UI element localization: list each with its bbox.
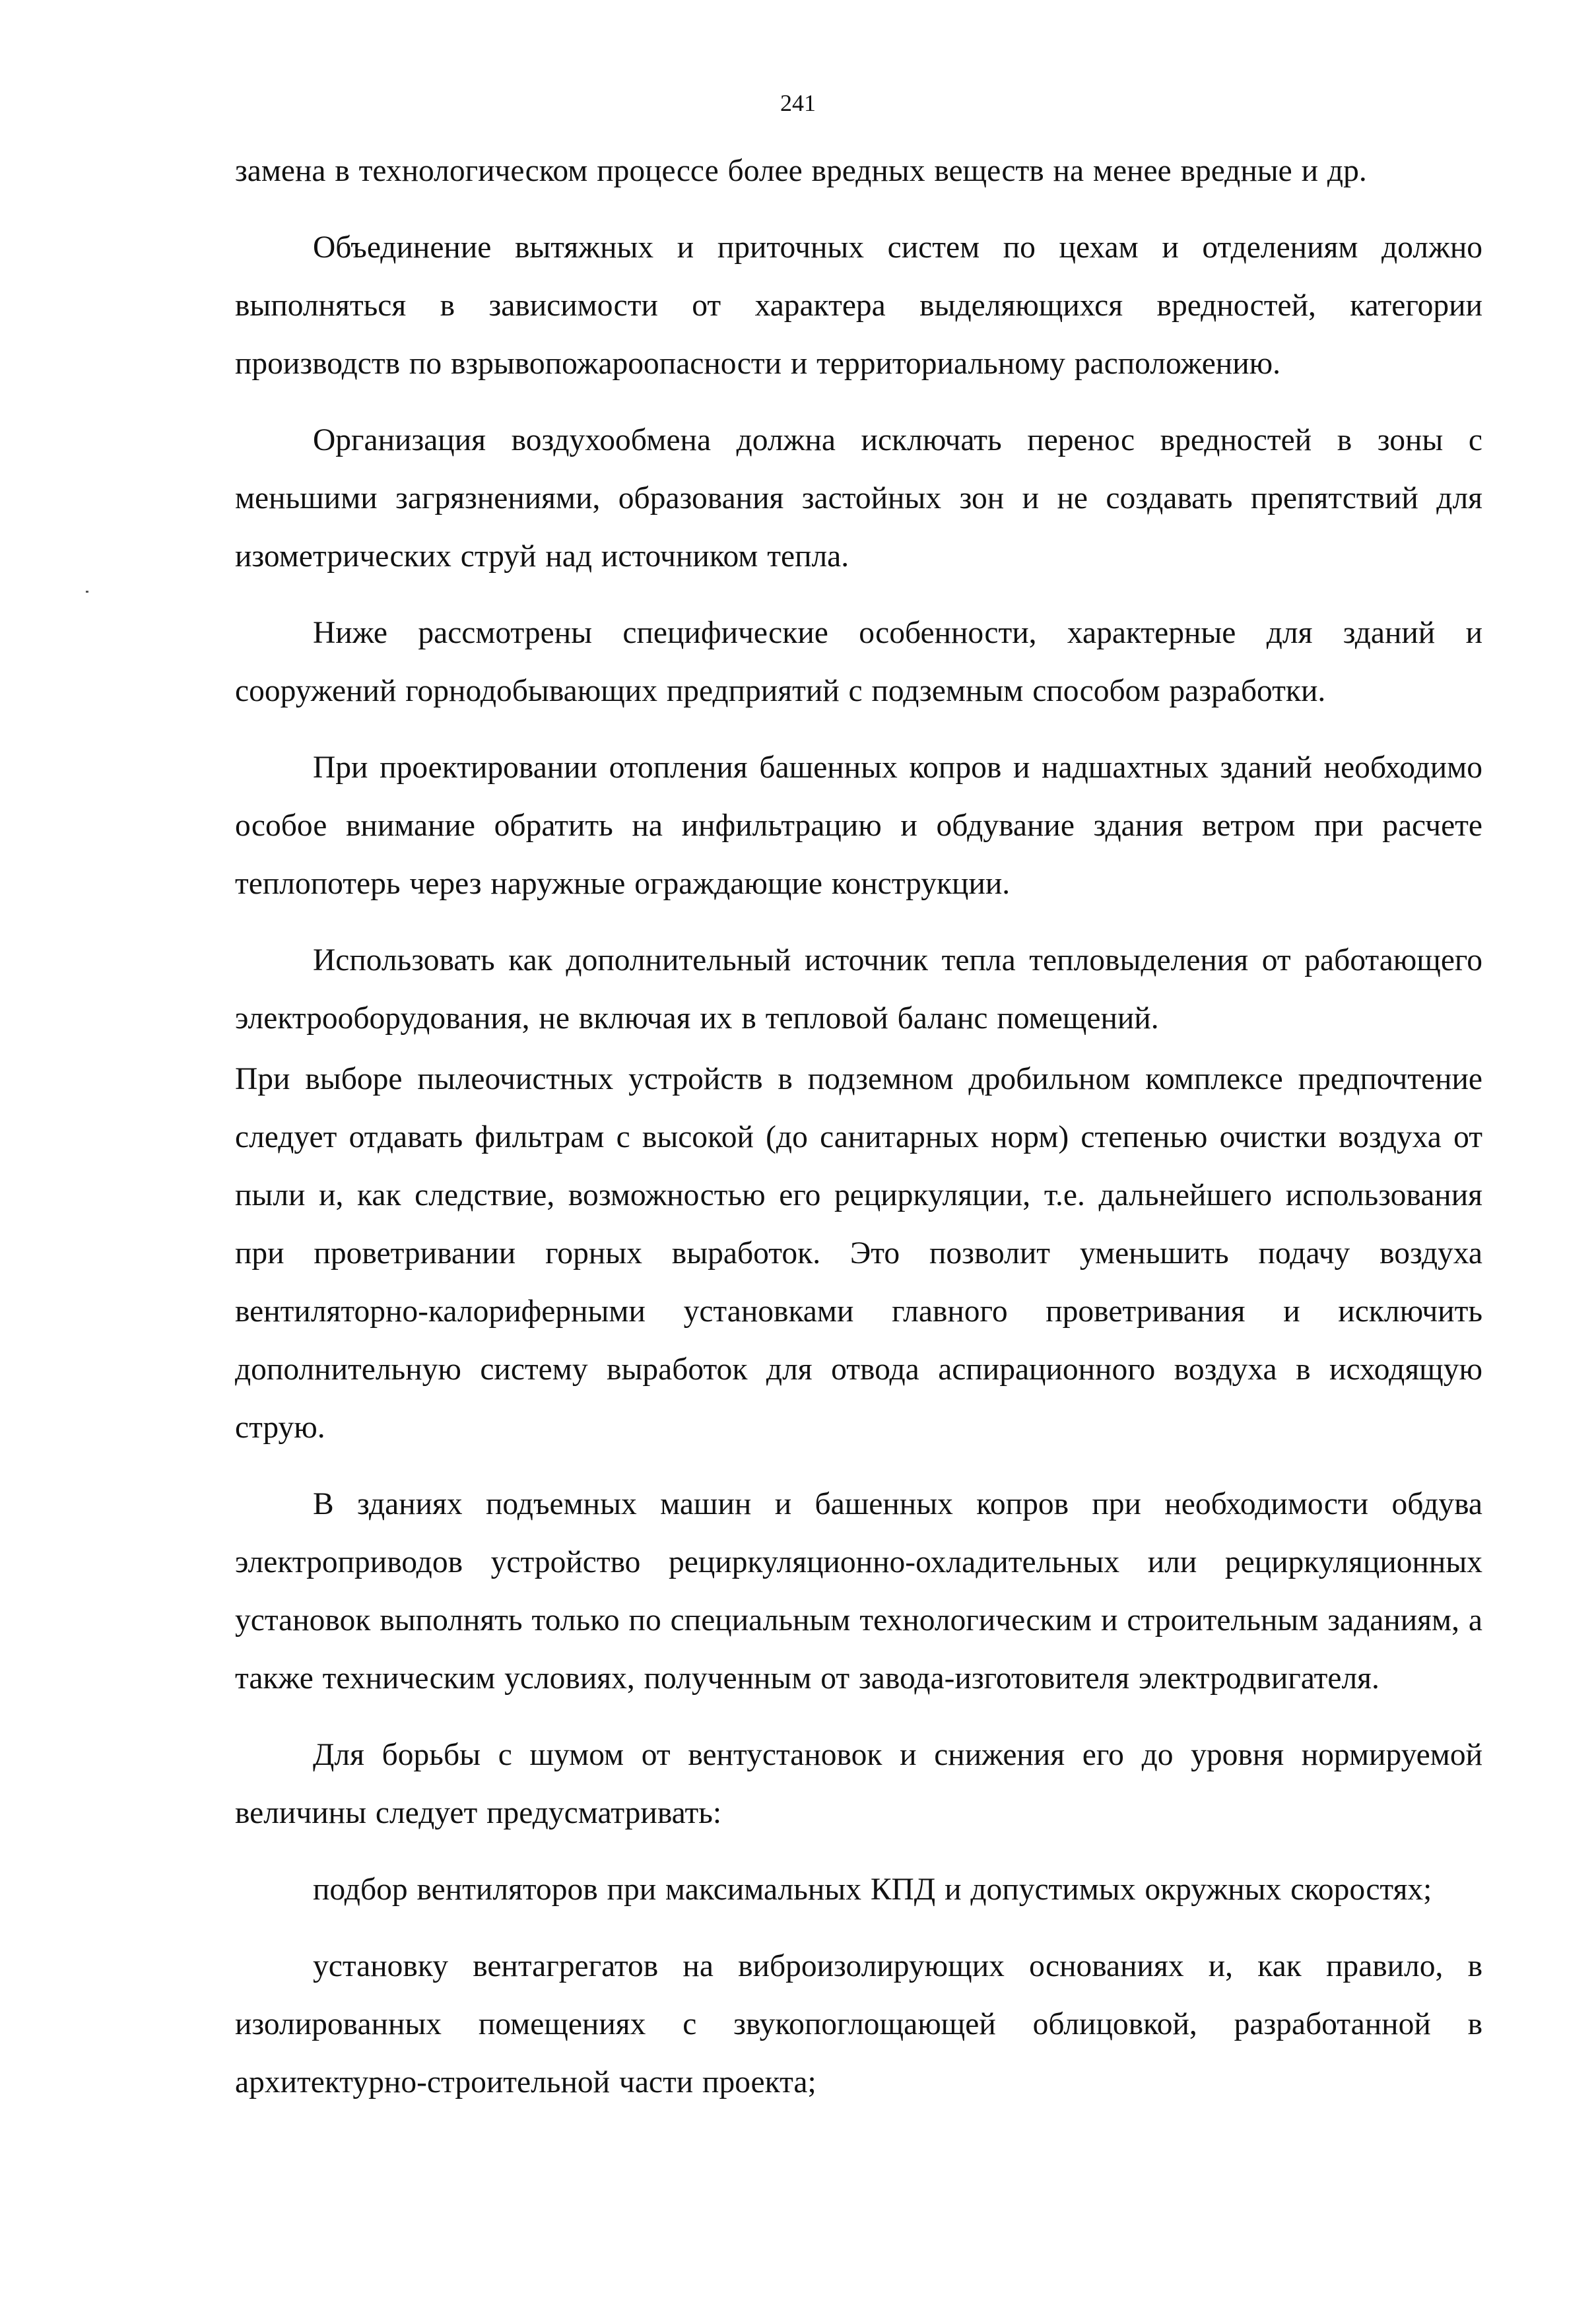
paragraph-5: При проектировании отопления башенных копров и надшахтных зданий необходимо особое внимание обратить на инфильтрацию и обдувание здания ветром при расчете теплопотерь через наружные ограждающие конструкции. <box>235 750 1482 901</box>
page-number: 241 <box>780 90 816 116</box>
paragraph-1: замена в технологическом процессе более вредных веществ на менее вредные и др. <box>235 154 1367 188</box>
paragraph-3: Организация воздухообмена должна исключать перенос вредностей в зоны с меньшими загрязнениями, образования застойных зон и не создавать препятствий для изометрических струй над источником тепла. <box>235 423 1482 574</box>
paragraph-10: подбор вентиляторов при максимальных КПД и допустимых окружных скоростях; <box>313 1872 1432 1907</box>
paragraph-9: Для борьбы с шумом от вентустановок и снижения его до уровня нормируемой величины следует предусматривать: <box>235 1738 1482 1830</box>
scan-speck <box>86 591 88 593</box>
paragraph-11: установку вентагрегатов на виброизолирующих основаниях и, как правило, в изолированных помещениях с звукопоглощающей облицовкой, разработанной в архитектурно-строительной части проекта; <box>235 1949 1482 2099</box>
paragraph-4: Ниже рассмотрены специфические особенности, характерные для зданий и сооружений горнодобывающих предприятий с подземным способом разработки. <box>235 616 1482 708</box>
paragraph-2: Объединение вытяжных и приточных систем по цехам и отделениям должно выполняться в зависимости от характера выделяющихся вредностей, категории производств по взрывопожароопасности и территориальному расположению. <box>235 230 1482 381</box>
document-body <box>235 142 1482 2130</box>
paragraph-6: Использовать как дополнительный источник тепла тепловыделения от работающего электрооборудования, не включая их в тепловой баланс помещений. <box>235 943 1482 1036</box>
paragraph-7: При выборе пылеочистных устройств в подземном дробильном комплексе предпочтение следует отдавать фильтрам с высокой (до санитарных норм) степенью очистки воздуха от пыли и, как следствие, возможностью его рециркуляции, т.е. дальнейшего использования при проветривании горных выработок. Это позволит уменьшить подачу воздуха вентиляторно-калориферными установками главного проветривания и исключить дополнительную систему выработок для отвода аспирационного воздуха в исходящую струю. <box>235 1062 1482 1445</box>
paragraph-8: В зданиях подъемных машин и башенных копров при необходимости обдува электроприводов устройство рециркуляционно-охладительных или рециркуляционных установок выполнять только по специальным технологическим и строительным заданиям, а также техническим условиях, полученным от завода-изготовителя электродвигателя. <box>235 1487 1482 1696</box>
